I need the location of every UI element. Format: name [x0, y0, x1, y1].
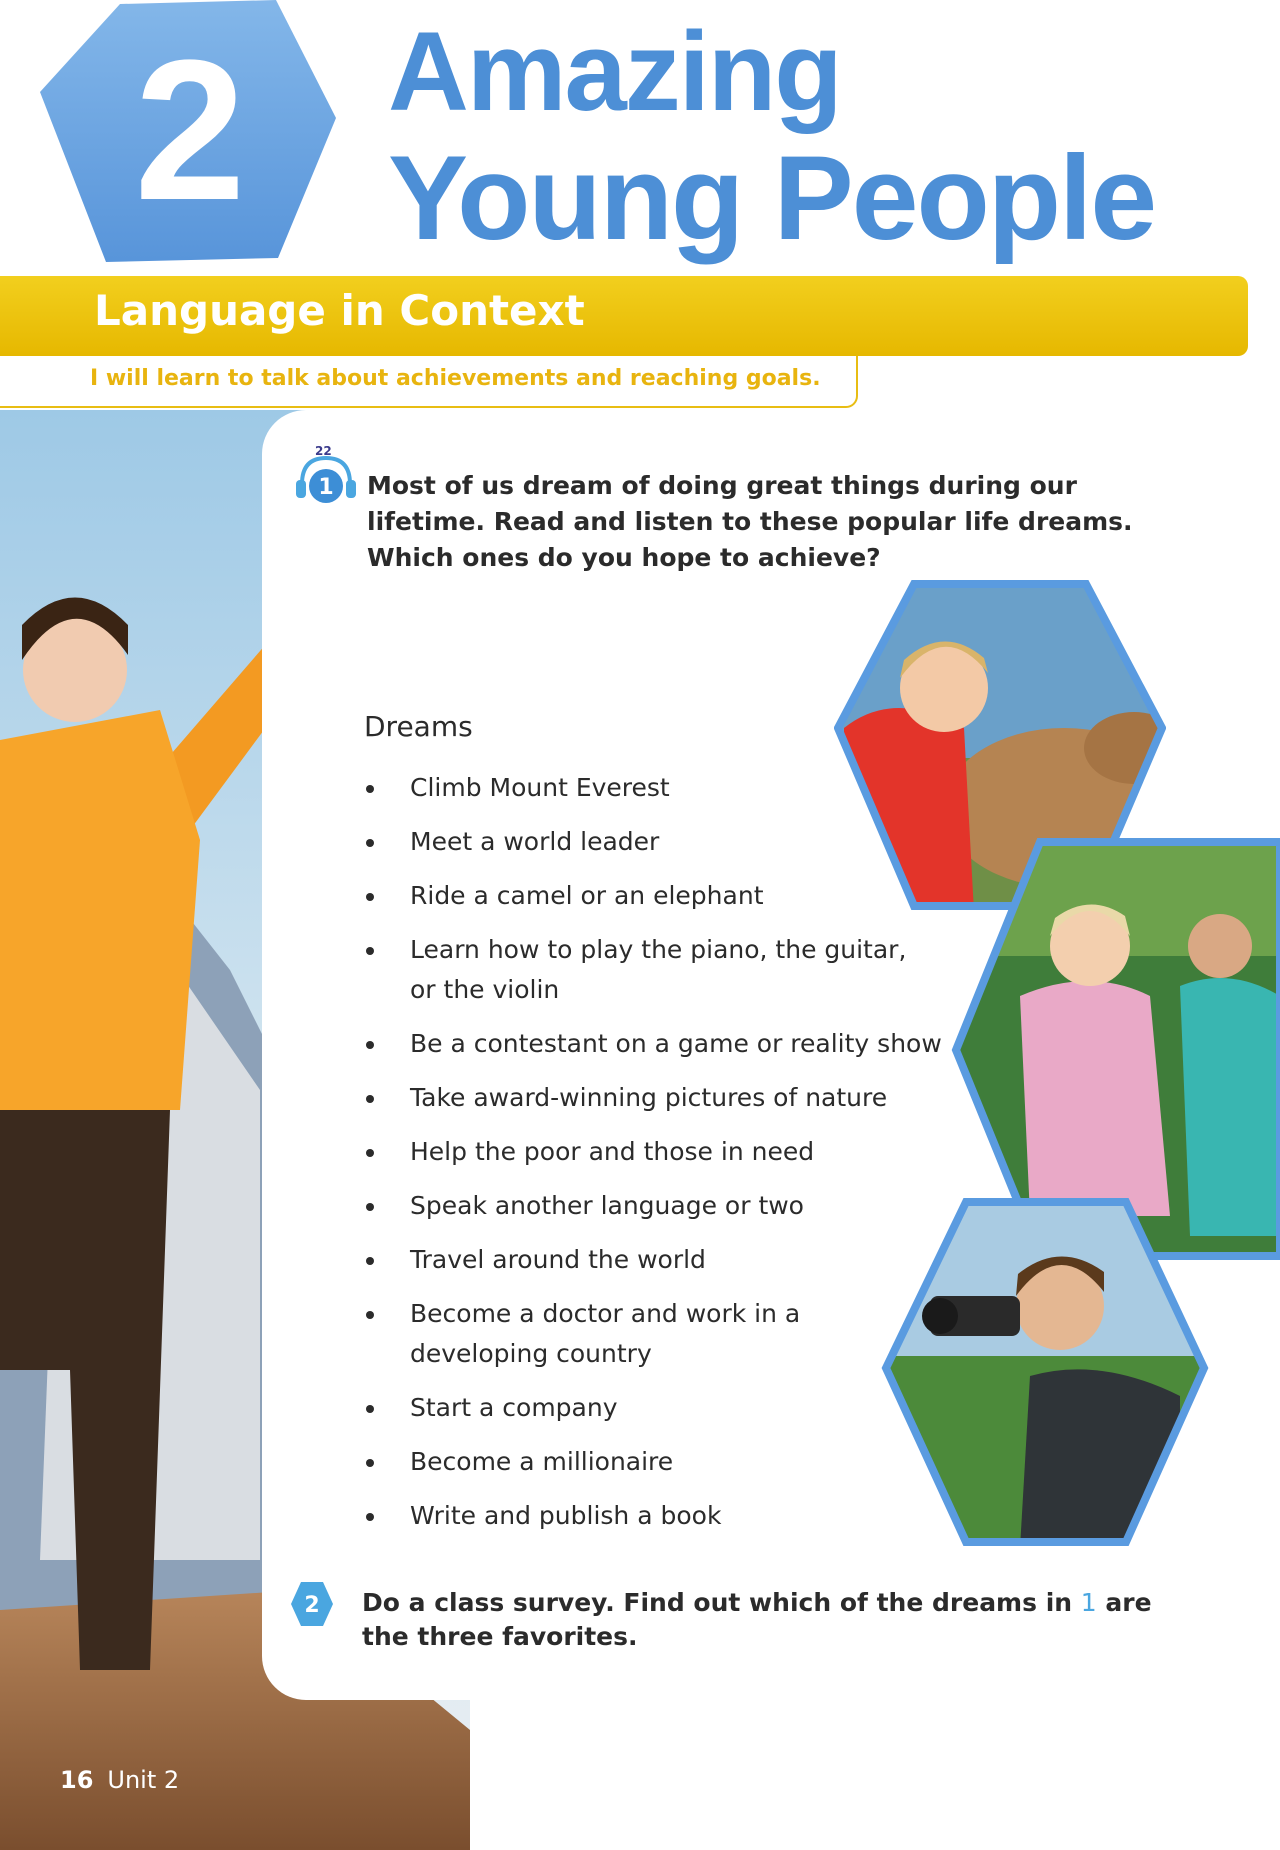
unit-label: Unit 2: [107, 1766, 180, 1794]
dream-item: Become a doctor and work in a developing country: [366, 1294, 830, 1374]
unit-title-line-1: Amazing: [388, 9, 841, 134]
dream-item: Write and publish a book: [366, 1496, 966, 1536]
activity-2-instruction: [362, 1586, 1162, 1654]
dream-item: Become a millionaire: [366, 1442, 966, 1482]
activity-reference: 1: [1080, 1588, 1097, 1617]
dreams-heading: Dreams: [364, 710, 473, 743]
section-title: Language in Context: [94, 286, 585, 335]
activity-2-text-end: are the three favorites.: [362, 1588, 1152, 1651]
learning-goal: I will learn to talk about achievements and reaching goals.: [90, 366, 821, 391]
dream-item: Speak another language or two: [366, 1186, 966, 1226]
page-number: 16: [60, 1766, 94, 1794]
activity-1-number: 1: [318, 475, 334, 500]
unit-title-line-2: Young People: [388, 131, 1156, 265]
page-footer: [60, 1766, 179, 1794]
dream-item: Be a contestant on a game or reality show: [366, 1024, 966, 1064]
photographer-photo: [880, 1196, 1210, 1548]
dream-item: Travel around the world: [366, 1240, 966, 1280]
audio-track-number: 22: [315, 444, 332, 458]
dream-item: Climb Mount Everest: [366, 768, 966, 808]
dream-item: Help the poor and those in need: [366, 1132, 966, 1172]
dream-item: Ride a camel or an elephant: [366, 876, 966, 916]
activity-2-badge: [290, 1580, 334, 1628]
dream-item: Start a company: [366, 1388, 966, 1428]
activity-2-text-start: Do a class survey. Find out which of the dreams in: [362, 1588, 1081, 1617]
dream-item: Meet a world leader: [366, 822, 966, 862]
dream-item: Take award-winning pictures of nature: [366, 1078, 966, 1118]
unit-number: 2: [134, 19, 246, 242]
dream-item: Learn how to play the piano, the guitar, or the violin: [366, 930, 930, 1010]
activity-1-instruction: Most of us dream of doing great things during our lifetime. Read and listen to these popular life dreams. Which ones do you hope to achieve?: [367, 471, 1133, 572]
activity-2-number: 2: [304, 1593, 320, 1618]
